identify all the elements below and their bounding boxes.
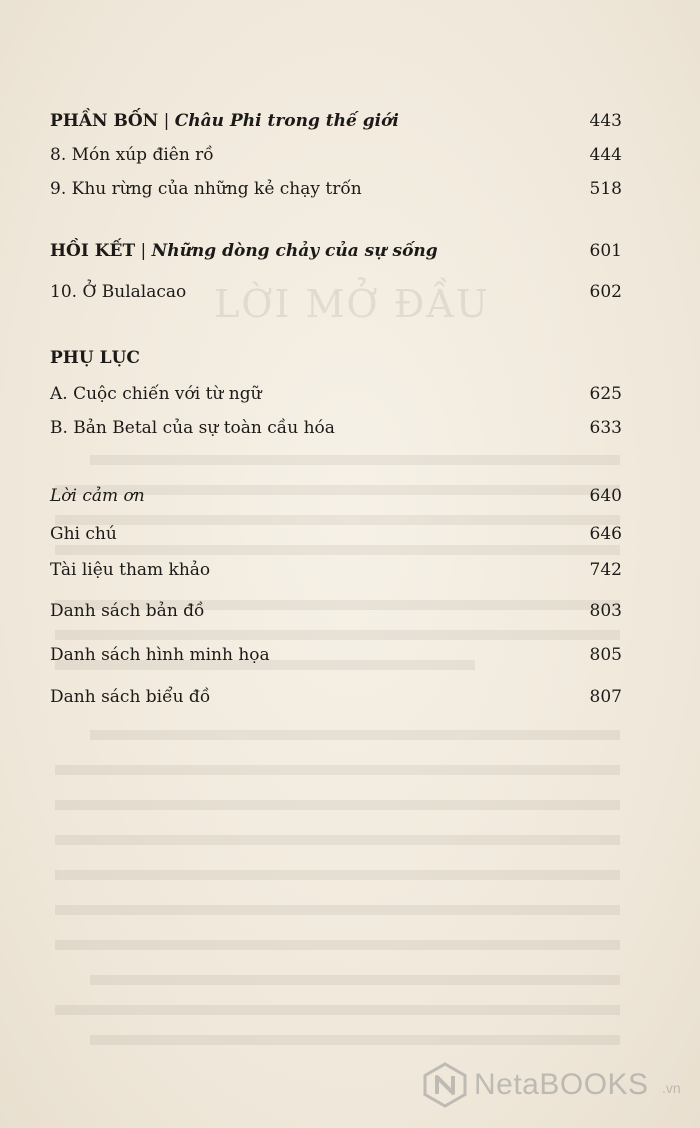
bleed-through-heading: LỜI MỞ ĐẦU: [214, 282, 490, 326]
toc-entry-chapter-8[interactable]: [50, 142, 622, 168]
toc-entry-title: HỒI KẾT | Những dòng chảy của sự sống: [50, 241, 438, 261]
toc-entry-title: Danh sách bản đồ: [50, 601, 205, 621]
toc-entry-maps[interactable]: [50, 598, 622, 624]
toc-appendix-heading: PHỤ LỤC: [50, 348, 140, 368]
bleed-line: [55, 940, 620, 950]
bleed-line: [55, 630, 620, 640]
toc-page-number: 646: [589, 524, 622, 544]
toc-entry-title: Danh sách hình minh họa: [50, 645, 270, 665]
bleed-line: [90, 975, 620, 985]
netabooks-watermark: [422, 1062, 692, 1108]
bleed-line: [90, 455, 620, 465]
toc-entry-notes[interactable]: [50, 521, 622, 547]
toc-entry-title: 10. Ở Bulalacao: [50, 282, 187, 302]
toc-page-number: 602: [589, 282, 622, 302]
toc-entry-illustrations[interactable]: [50, 642, 622, 668]
toc-entry-title: Danh sách biểu đồ: [50, 687, 211, 707]
bleed-line: [55, 1005, 620, 1015]
toc-entry-title: 9. Khu rừng của những kẻ chạy trốn: [50, 179, 362, 199]
toc-entry-charts[interactable]: [50, 684, 622, 710]
bleed-line: [90, 730, 620, 740]
toc-entry-title: A. Cuộc chiến với từ ngữ: [50, 384, 262, 404]
toc-page-number: 742: [589, 560, 622, 580]
toc-entry-chapter-10[interactable]: [50, 279, 622, 305]
toc-entry-title: Ghi chú: [50, 524, 117, 544]
toc-entry-title: 8. Món xúp điên rồ: [50, 145, 214, 165]
toc-page-number: 443: [589, 111, 622, 131]
watermark-brand: NetaBOOKS: [474, 1068, 649, 1101]
toc-page-number: 601: [589, 241, 622, 261]
toc-page-number: 633: [589, 418, 622, 438]
bleed-line: [55, 765, 620, 775]
toc-page-number: 625: [589, 384, 622, 404]
bleed-line: [55, 800, 620, 810]
toc-page-number: 803: [589, 601, 622, 621]
bleed-line: [55, 870, 620, 880]
toc-entry-part-four[interactable]: [50, 108, 622, 134]
toc-entry-chapter-9[interactable]: [50, 176, 622, 202]
toc-page-number: 805: [589, 645, 622, 665]
toc-entry-references[interactable]: [50, 557, 622, 583]
watermark-suffix: .vn: [662, 1080, 681, 1096]
bleed-line: [55, 835, 620, 845]
toc-entry-title: PHẦN BỐN | Châu Phi trong thế giới: [50, 111, 399, 131]
bleed-line: [55, 905, 620, 915]
toc-entry-epilogue[interactable]: [50, 238, 622, 264]
toc-page-number: 640: [589, 486, 622, 506]
toc-entry-appendix-a[interactable]: [50, 381, 622, 407]
bleed-line: [90, 1035, 620, 1045]
toc-entry-title: Tài liệu tham khảo: [50, 560, 211, 580]
toc-entry-title: B. Bản Betal của sự toàn cầu hóa: [50, 418, 335, 438]
toc-entry-appendix-b[interactable]: [50, 415, 622, 441]
toc-entry-title: Lời cảm ơn: [50, 486, 145, 506]
toc-page-number: 444: [589, 145, 622, 165]
netabooks-logo-icon: [422, 1062, 468, 1108]
toc-entry-acknowledgements[interactable]: [50, 483, 622, 509]
toc-page-number: 807: [589, 687, 622, 707]
toc-page-number: 518: [589, 179, 622, 199]
